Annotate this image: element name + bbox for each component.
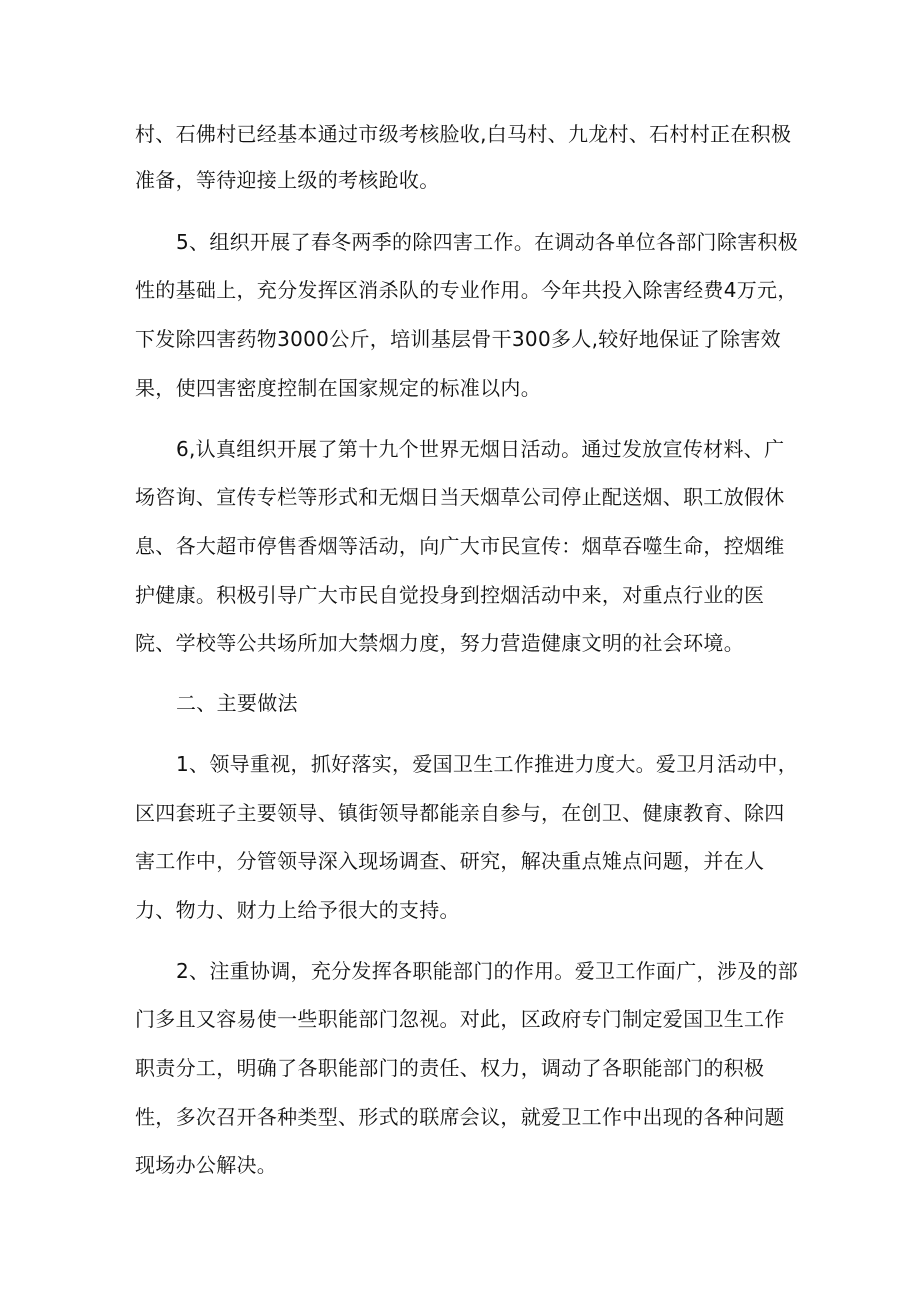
paragraph-2-line-3: 下发除四害药物3000公斤，培训基层骨干300多人,较好地保证了除害效 (135, 327, 781, 351)
paragraph-3-line-1: 6,认真组织开展了第十九个世界无烟日活动。通过发放宣传材料、广 (176, 437, 785, 461)
paragraph-3-line-4: 护健康。积极引导广大市民自觉投身到控烟活动中来，对重点行业的医 (135, 583, 765, 607)
paragraph-4-line-2: 区四套班子主要领导、镇街领导都能亲自参与，在创卫、健康教育、除四 (135, 801, 785, 825)
paragraph-5-line-3: 职责分工，明确了各职能部门的责任、权力，调动了各职能部门的积极 (135, 1056, 765, 1080)
paragraph-3-line-2: 场咨询、宣传专栏等形式和无烟日当天烟草公司停止配送烟、职工放假休 (135, 485, 785, 509)
paragraph-2-line-4: 果，使四害密度控制在国家规定的标准以内。 (135, 376, 541, 400)
paragraph-5-line-1: 2、注重协调，充分发挥各职能部门的作用。爱卫工作面广，涉及的部 (176, 959, 799, 983)
paragraph-4-line-1: 1、领导重视，抓好落实，爱国卫生工作推进力度大。爱卫月活动中， (176, 752, 799, 776)
paragraph-4-line-3: 害工作中，分管领导深入现场调查、研究，解决重点雉点问题，并在人 (135, 849, 765, 873)
paragraph-1-line-1: 村、石佛村已经基本通过市级考核脸收,白马村、九龙村、石村村正在积极 (135, 122, 792, 146)
paragraph-3-line-5: 院、学校等公共场所加大禁烟力度，努力营造健康文明的社会环境。 (135, 631, 744, 655)
paragraph-5-line-2: 门多且又容易使一些职能部门忽视。对此，区政府专门制定爱国卫生工作 (135, 1007, 785, 1031)
paragraph-5-line-4: 性，多次召开各种类型、形式的联席会议，就爱卫工作中出现的各种问题 (135, 1105, 785, 1129)
paragraph-4-line-4: 力、物力、财力上给予很大的支持。 (135, 898, 460, 922)
paragraph-2-line-2: 性的基础上，充分发挥区消杀队的专业作用。今年共投入除害经费4万元， (135, 278, 798, 302)
paragraph-2-line-1: 5、组织开展了春冬两季的除四害工作。在调动各单位各部门除害积极 (176, 230, 799, 254)
paragraph-5-line-5: 现场办公解决。 (135, 1153, 278, 1177)
paragraph-1-line-2: 准备，等待迎接上级的考核跄收。 (135, 168, 440, 192)
paragraph-3-line-3: 息、各大超市停售香烟等活动，向广大市民宣传：烟草吞噬生命，控烟维 (135, 534, 785, 558)
section-heading: 二、主要做法 (176, 691, 298, 715)
